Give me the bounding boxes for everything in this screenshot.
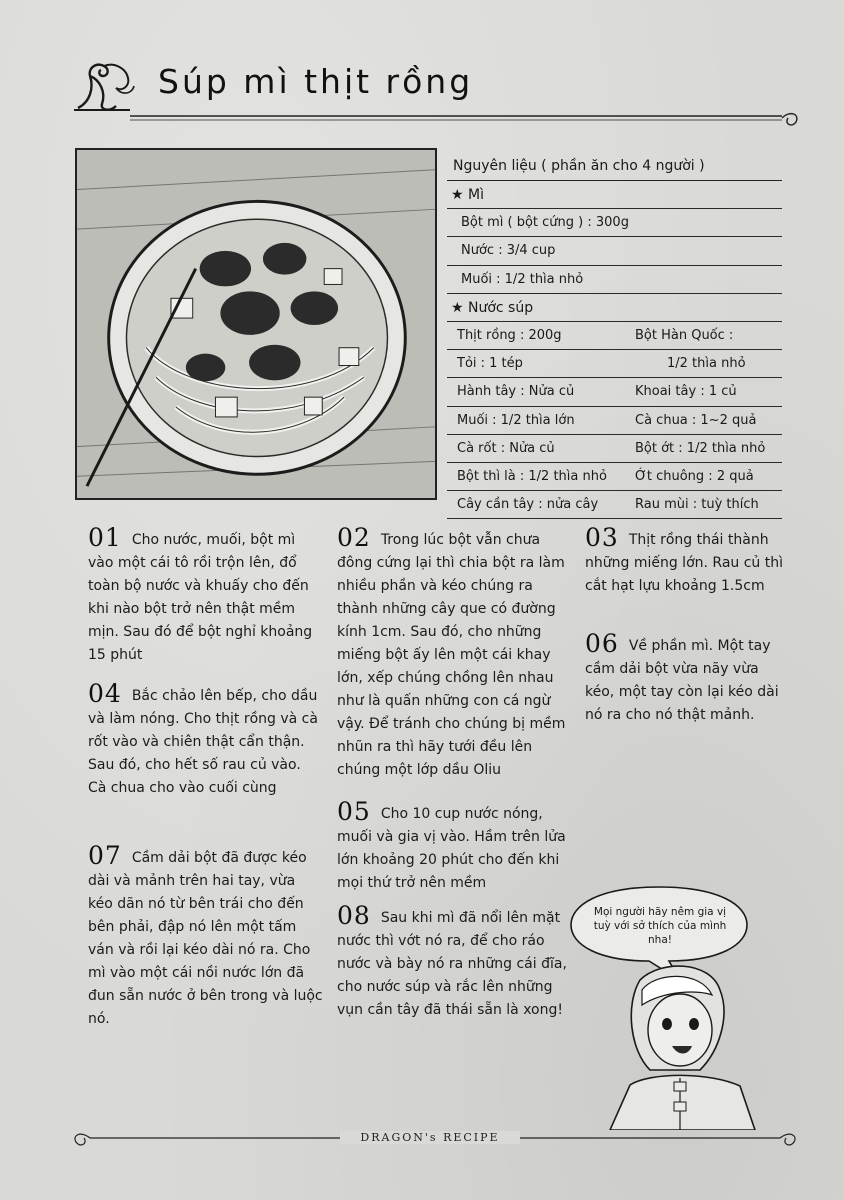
step-text: Sau khi mì đã nổi lên mặt nước thì vớt nó ra, để cho ráo nước và bày nó ra những cái đĩa, cho nước súp và rắc lên những vụn cần tây đã thái sẵn là xong! — [337, 910, 567, 1018]
step-number: 06 — [585, 629, 619, 658]
step-01 — [88, 523, 323, 667]
step-number: 05 — [337, 797, 371, 826]
step-text: Về phần mì. Một tay cầm dải bột vừa nãy vừa kéo, một tay còn lại kéo dài nó ra cho nó thật mảnh. — [585, 638, 779, 723]
step-text: Thịt rồng thái thành những miếng lớn. Rau củ thì cắt hạt lựu khoảng 1.5cm — [585, 532, 784, 594]
ingredients-header: Nguyên liệu ( phần ăn cho 4 người ) — [447, 148, 782, 181]
step-08 — [337, 901, 575, 1022]
ingredient-row: Cà rốt : Nửa củ Bột ớt : 1/2 thìa nhỏ — [447, 435, 782, 463]
ingredient-row: Muối : 1/2 thìa nhỏ — [447, 266, 782, 294]
ingredient-row: Nước : 3/4 cup — [447, 237, 782, 265]
footer-label: DRAGON's RECIPE — [340, 1131, 520, 1144]
step-05 — [337, 797, 575, 895]
ingredient-row: Tỏi : 1 tép 1/2 thìa nhỏ — [447, 350, 782, 378]
step-number: 01 — [88, 523, 122, 552]
step-number: 07 — [88, 841, 122, 870]
speech-bubble-text: Mọi người hãy nêm gia vị tuỳ với sở thích của mình nha! — [593, 906, 727, 946]
ingredient-row: Bột mì ( bột cứng ) : 300g — [447, 209, 782, 237]
step-03 — [585, 523, 785, 598]
speech-bubble — [569, 883, 749, 963]
step-06 — [585, 629, 785, 727]
recipe-title: Súp mì thịt rồng — [158, 62, 474, 101]
girl-character-illustration — [570, 960, 770, 1130]
ingredient-row: Muối : 1/2 thìa lớn Cà chua : 1~2 quả — [447, 407, 782, 435]
step-02 — [337, 523, 575, 782]
step-number: 02 — [337, 523, 371, 552]
step-text: Cầm dải bột đã được kéo dài và mảnh trên hai tay, vừa kéo dãn nó từ bên trái cho đến bên phải, đập nó lên một tấm ván và rồi lại kéo dài nó ra. Cho mì vào một cái nồi nước lớn đã đun sẵn nước ở bên trong và luộc nó. — [88, 850, 323, 1027]
step-text: Cho nước, muối, bột mì vào một cái tô rồi trộn lên, đổ toàn bộ nước và khuấy cho đến khi nào bột trở nên thật mềm mịn. Sau đó để bột nghỉ khoảng 15 phút — [88, 532, 313, 663]
ingredients-table — [447, 148, 782, 519]
step-number: 03 — [585, 523, 619, 552]
step-07 — [88, 841, 323, 1031]
ingredient-row: Bột thì là : 1/2 thìa nhỏ Ớt chuông : 2 quả — [447, 463, 782, 491]
ingredient-row: Hành tây : Nửa củ Khoai tây : 1 củ — [447, 378, 782, 406]
dragon-flourish-icon — [70, 58, 140, 114]
step-04 — [88, 679, 323, 800]
step-text: Bắc chảo lên bếp, cho dầu và làm nóng. Cho thịt rồng và cà rốt vào và chiên thật cẩn thận. Sau đó, cho hết số rau củ vào. Cà chua cho vào cuối cùng — [88, 688, 318, 796]
step-text: Trong lúc bột vẫn chưa đông cứng lại thì chia bột ra làm nhiều phần và kéo chúng ra thành những cây que có đường kính 1cm. Sau đó, cho những miếng bột ấy lên một cái khay lớn, xếp chúng chồng lên nhau như là quấn những con cá ngừ vậy. Để tránh cho chúng bị mềm nhũn ra thì hãy tưới đều lên chúng một lớp dầu Oliu — [337, 532, 566, 778]
step-number: 04 — [88, 679, 122, 708]
ingredient-row: Thịt rồng : 200g Bột Hàn Quốc : — [447, 322, 782, 350]
dish-illustration — [75, 148, 437, 500]
soup-section-heading: ★ Nước súp — [447, 294, 782, 322]
step-number: 08 — [337, 901, 371, 930]
noodle-section-heading: ★ Mì — [447, 181, 782, 209]
title-divider — [70, 108, 800, 130]
step-text: Cho 10 cup nước nóng, muối và gia vị vào. Hầm trên lửa lớn khoảng 20 phút cho đến khi mọi thứ trở nên mềm — [337, 806, 566, 891]
ingredient-row: Cây cần tây : nửa cây Rau mùi : tuỳ thích — [447, 491, 782, 519]
